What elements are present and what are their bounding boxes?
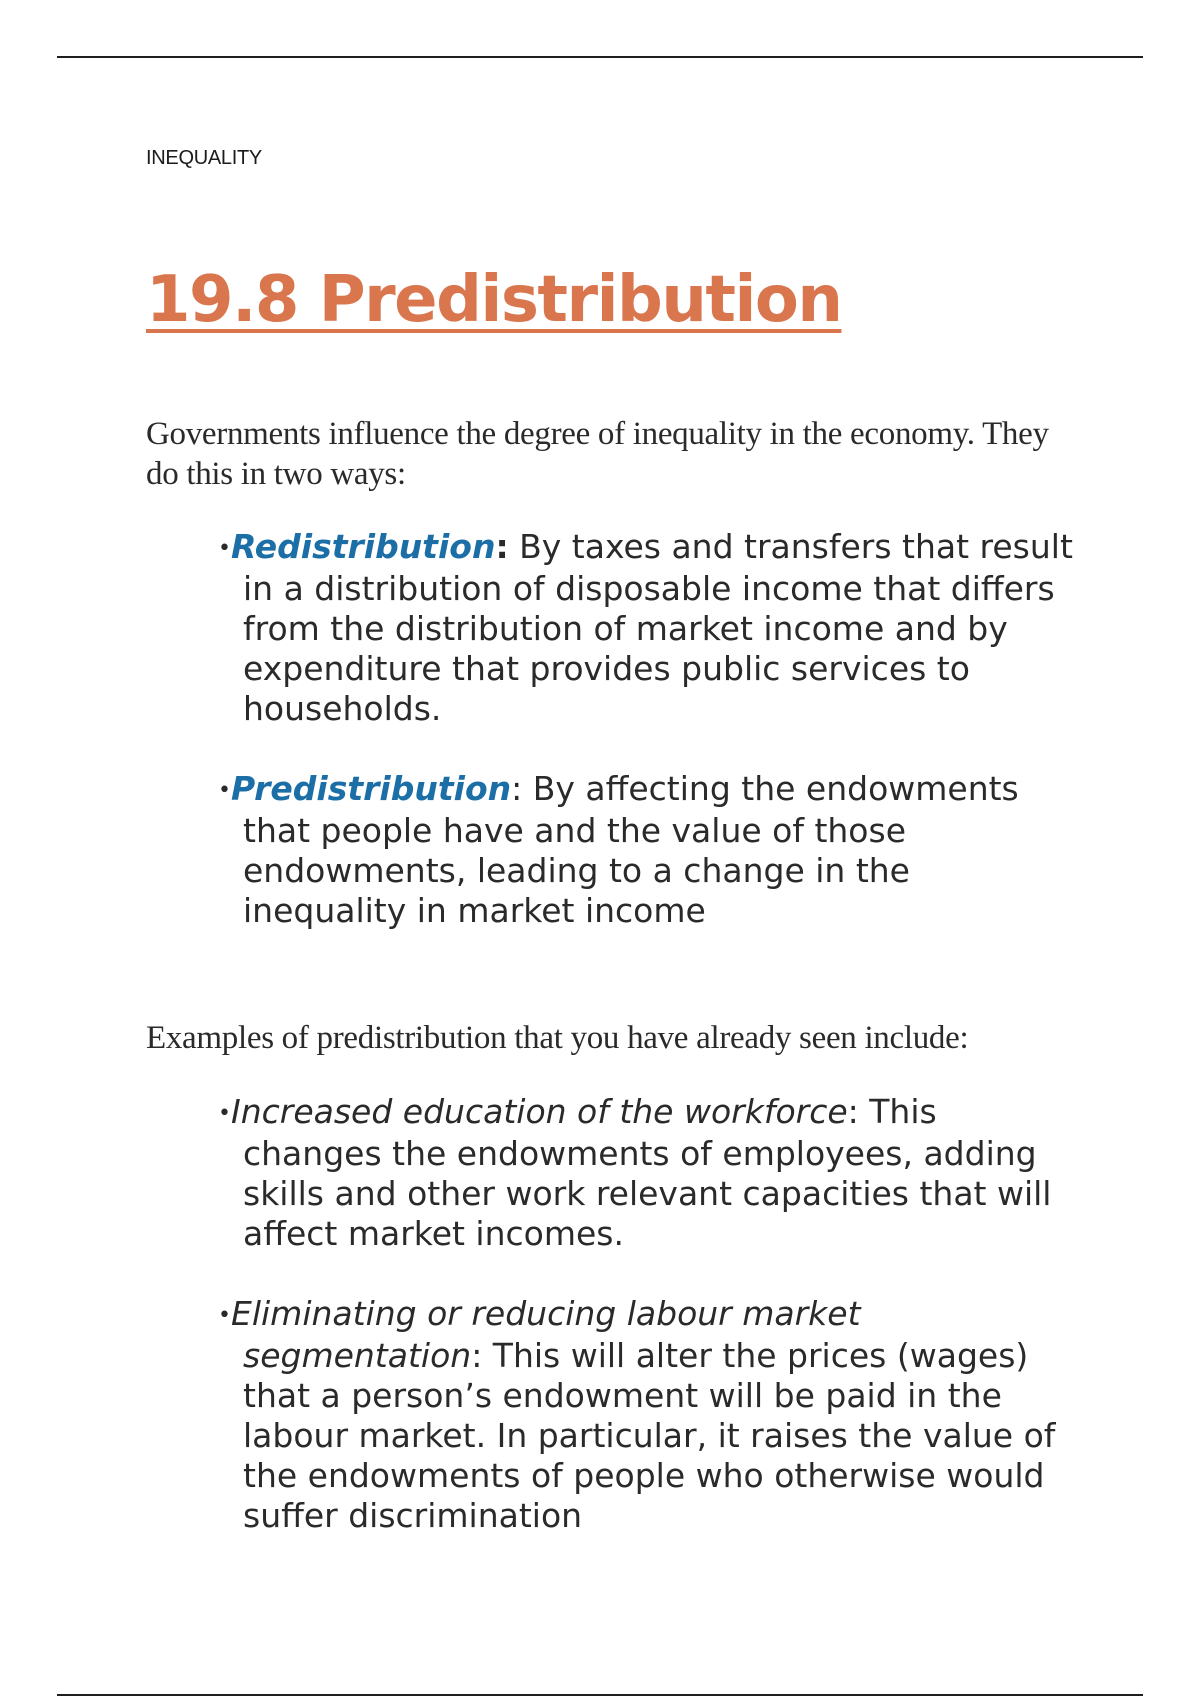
examples-list: [200, 1092, 1080, 1536]
term-segmentation: Eliminating or reducing labour market segmentation: [230, 1294, 861, 1375]
list-item-text: This will alter the prices (wages) that a person’s endowment will be paid in the labour market. In particular, it raises the value of the endowments of people who otherwise would suffer discrimination: [243, 1336, 1056, 1535]
term-separator: :: [471, 1336, 483, 1375]
list-item: [200, 1294, 1080, 1536]
top-rule: [57, 56, 1143, 58]
bullet-icon: •: [218, 536, 231, 561]
running-head: INEQUALITY: [146, 147, 262, 169]
bullet-icon: •: [218, 778, 231, 803]
intro-paragraph: Governments influence the degree of inequality in the economy. They do this in two ways:: [146, 416, 1049, 492]
term-separator: :: [847, 1092, 859, 1131]
term-separator: :: [511, 769, 523, 808]
section-title: 19.8 Predistribution: [146, 263, 842, 337]
bullet-icon: •: [218, 1303, 231, 1328]
examples-intro-paragraph: Examples of predistribution that you have already seen include:: [146, 1020, 969, 1056]
term-education: Increased education of the workforce: [230, 1092, 848, 1131]
term-separator: :: [495, 527, 509, 566]
term-predistribution: Predistribution: [230, 769, 512, 808]
list-item-text: This changes the endowments of employees, adding skills and other work relevant capacities that will affect market incomes.: [243, 1092, 1052, 1253]
list-item: [200, 1092, 1080, 1254]
list-item-text: By affecting the endowments that people have and the value of those endowments, leading to a change in the inequality in market income: [243, 769, 1019, 930]
list-item: [200, 769, 1080, 931]
term-redistribution: Redistribution: [230, 527, 496, 566]
ways-list: [200, 527, 1080, 931]
list-item-text: By taxes and transfers that result in a distribution of disposable income that differs from the distribution of market income and by expenditure that provides public services to households.: [243, 527, 1073, 728]
list-item: [200, 527, 1080, 729]
bullet-icon: •: [218, 1101, 231, 1126]
bottom-rule: [57, 1694, 1143, 1696]
